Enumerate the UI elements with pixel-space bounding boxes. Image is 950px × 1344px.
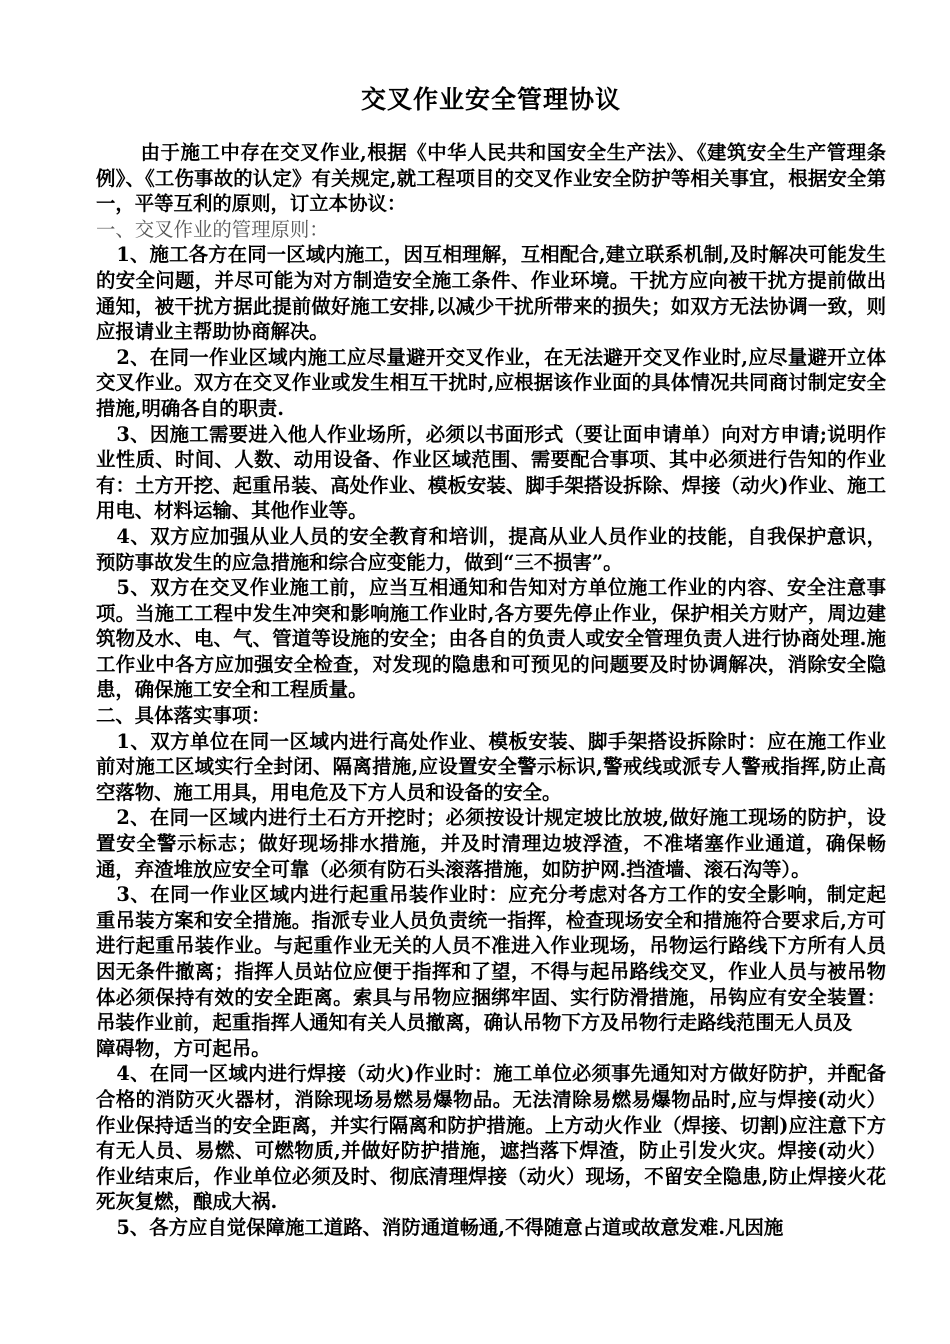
section-1-item-5: 5、双方在交叉作业施工前，应当互相通知和告知对方单位施工作业的内容、安全注意事项。当施工工程中发生冲突和影响施工作业时,各方要先停止作业，保护相关方财产，周边建筑物及水、电、气、管道等设施的安全；由各自的负责人或安全管理负责人进行协商处理.施工作业中各方应加强安全检查，对发现的隐患和可预见的问题要及时协调解决，消除安全隐患，确保施工安全和工程质量。 bbox=[96, 576, 886, 702]
section-2-item-2: 2、在同一区域内进行土石方开挖时；必须按设计规定坡比放坡,做好施工现场的防护，设置安全警示标志；做好现场排水措施，并及时清理边坡浮渣，不准堵塞作业通道，确保畅通，弃渣堆放应安全可靠（必须有防石头滚落措施，如防护网.挡渣墙、滚石沟等）。 bbox=[96, 806, 886, 881]
document-title: 交叉作业安全管理协议 bbox=[360, 85, 621, 114]
section-1-heading: 一、交叉作业的管理原则： bbox=[96, 217, 329, 241]
section-2-item-3: 3、在同一作业区域内进行起重吊装作业时：应充分考虑对各方工作的安全影响，制定起重吊装方案和安全措施。指派专业人员负责统一指挥，检查现场安全和措施符合要求后,方可进行起重吊装作业。与起重作业无关的人员不准进入作业现场，吊物运行路线下方所有人员因无条件撤离；指挥人员站位应便于指挥和了望，不得与起吊路线交叉，作业人员与被吊物体必须保持有效的安全距离。索具与吊物应捆绑牢固、实行防滑措施，吊钩应有安全装置：吊装作业前，起重指挥人通知有关人员撤离，确认吊物下方及吊物行走路线范围无人员及 bbox=[96, 883, 886, 1035]
intro-paragraph: 由于施工中存在交叉作业,根据《中华人民共和国安全生产法》、《建筑安全生产管理条例》、《工伤事故的认定》有关规定,就工程项目的交叉作业安全防护等相关事宜，根据安全第一，平等互利的原则，订立本协议： bbox=[96, 141, 886, 216]
section-2-heading: 二、具体落实事项： bbox=[96, 704, 271, 728]
section-1-item-4: 4、双方应加强从业人员的安全教育和培训，提高从业人员作业的技能，自我保护意识，预防事故发生的应急措施和综合应变能力，做到“三不损害”。 bbox=[96, 524, 886, 574]
section-1-item-3: 3、因施工需要进入他人作业场所，必须以书面形式（要让面申请单）向对方申请;说明作业性质、时间、人数、动用设备、作业区域范围、需要配合事项、其中必须进行告知的作业有：土方开挖、起重吊装、高处作业、模板安装、脚手架搭设拆除、焊接（动火)作业、施工用电、材料运输、其他作业等。 bbox=[96, 422, 886, 523]
section-1-item-2: 2、在同一作业区域内施工应尽量避开交叉作业，在无法避开交叉作业时,应尽量避开立体交叉作业。双方在交叉作业或发生相互干扰时,应根据该作业面的具体情况共同商讨制定安全措施,明确各自的职责. bbox=[96, 345, 886, 420]
section-2-item-5: 5、各方应自觉保障施工道路、消防通道畅通,不得随意占道或故意发难.凡因施 bbox=[116, 1215, 784, 1239]
section-2-item-1: 1、双方单位在同一区域内进行高处作业、模板安装、脚手架搭设拆除时：应在施工作业前对施工区域实行全封闭、隔离措施,应设置安全警示标识,警戒线或派专人警戒指挥,防止高空落物、施工用具，用电危及下方人员和设备的安全。 bbox=[96, 729, 886, 804]
section-1-item-1: 1、施工各方在同一区域内施工，因互相理解，互相配合,建立联系机制,及时解决可能发生的安全问题，并尽可能为对方制造安全施工条件、作业环境。干扰方应向被干扰方提前做出通知，被干扰方据此提前做好施工安排,以减少干扰所带来的损失；如双方无法协调一致，则应报请业主帮助协商解决。 bbox=[96, 243, 886, 344]
section-2-item-4: 4、在同一区域内进行焊接（动火)作业时：施工单位必须事先通知对方做好防护，并配备合格的消防灭火器材，消除现场易燃易爆物品。无法清除易燃易爆物品时,应与焊接(动火）作业保持适当的安全距离，并实行隔离和防护措施。上方动火作业（焊接、切割)应注意下方有无人员、易燃、可燃物质,并做好防护措施，遮挡落下焊渣，防止引发火灾。焊接(动火）作业结束后，作业单位必须及时、彻底清理焊接（动火）现场，不留安全隐患,防止焊接火花死灰复燃，酿成大祸. bbox=[96, 1062, 886, 1214]
section-2-item-3-continuation: 障碍物，方可起吊。 bbox=[96, 1036, 271, 1060]
document-page bbox=[96, 80, 886, 1241]
